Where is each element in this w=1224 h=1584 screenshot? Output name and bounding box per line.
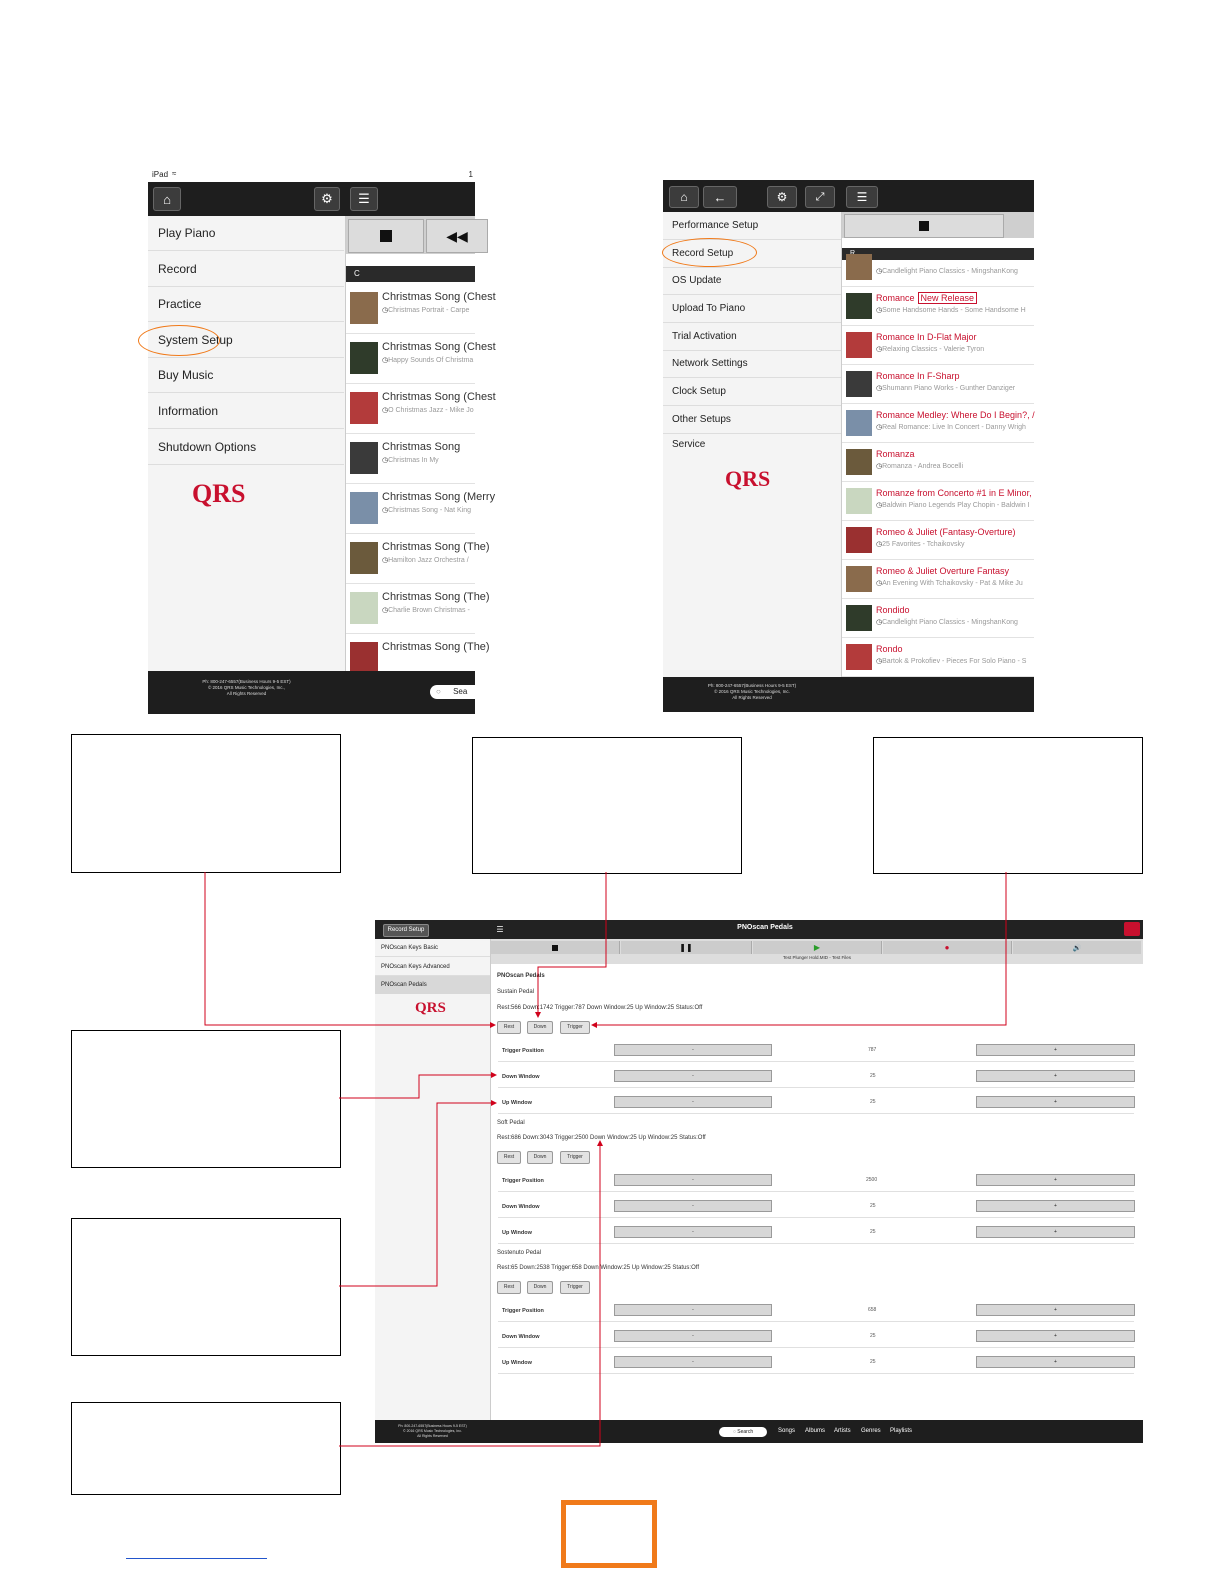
rest-button[interactable]: Rest — [497, 1151, 521, 1164]
menu-item-upload-to-piano[interactable]: Upload To Piano — [663, 295, 841, 323]
row-value: 658 — [868, 1307, 877, 1313]
status-time: 1 — [468, 170, 473, 179]
down-button[interactable]: Down — [527, 1021, 553, 1034]
connector-rest — [205, 872, 495, 1025]
song-title: Christmas Song — [382, 441, 461, 453]
back-button[interactable]: Record Setup — [383, 924, 429, 937]
row-label: Down Window — [502, 1074, 540, 1080]
decrement-button[interactable]: - — [614, 1304, 772, 1316]
decrement-button[interactable]: - — [614, 1096, 772, 1108]
hamburger-icon: ☰ — [856, 190, 868, 204]
row-label: Up Window — [502, 1100, 532, 1106]
wifi-icon: ≈ — [172, 169, 177, 178]
song-subtitle: ◷ Romanza - Andrea Bocelli — [876, 462, 963, 470]
pedal-status: Rest:686 Down:3043 Trigger:2500 Down Window:25 Up Window:25 Status:Off — [497, 1135, 706, 1141]
row-value: 25 — [870, 1073, 876, 1079]
row-value: 25 — [870, 1229, 876, 1235]
footer-phone: Ph: 800-247-6557(Business Hours 9-5 EST) — [202, 679, 291, 684]
increment-button[interactable]: + — [976, 1096, 1135, 1108]
pause-icon: ❚❚ — [679, 943, 693, 952]
menu-item-network-settings[interactable]: Network Settings — [663, 350, 841, 378]
song-title: Romance Medley: Where Do I Begin?, / — [876, 410, 1035, 420]
row-label: Trigger Position — [502, 1048, 544, 1054]
row-value: 25 — [870, 1099, 876, 1105]
menu-item-other-setups[interactable]: Other Setups — [663, 406, 841, 434]
tab-artists[interactable]: Artists — [834, 1428, 851, 1434]
connector-up-window — [339, 1103, 496, 1286]
song-title: Christmas Song (Chest — [382, 291, 496, 303]
row-label: Trigger Position — [502, 1308, 544, 1314]
row-label: Down Window — [502, 1204, 540, 1210]
row-value: 787 — [868, 1047, 877, 1053]
increment-button[interactable]: + — [976, 1070, 1135, 1082]
footer-rights: All Rights Reserved — [226, 691, 267, 696]
song-subtitle: ◷ An Evening With Tchaikovsky - Pat & Mike Ju — [876, 579, 1023, 587]
pedal-name: Sostenuto Pedal — [497, 1250, 542, 1256]
home-icon: ⌂ — [163, 191, 171, 207]
decrement-button[interactable]: - — [614, 1200, 772, 1212]
footer-copyright: © 2016 QRS Music Technologies, Inc., — [207, 685, 286, 690]
menu-item-os-update[interactable]: OS Update — [663, 267, 841, 295]
connector-trigger — [592, 872, 1006, 1025]
menu-item-pnoscan-keys-advanced[interactable]: PNOscan Keys Advanced — [375, 958, 490, 976]
tab-playlists[interactable]: Playlists — [890, 1428, 913, 1434]
hamburger-icon: ☰ — [358, 191, 370, 206]
song-title: Romanze from Concerto #1 in E Minor, — [876, 488, 1032, 498]
song-title: Christmas Song (The) — [382, 641, 490, 653]
row-label: Up Window — [502, 1360, 532, 1366]
row-label: Trigger Position — [502, 1178, 544, 1184]
decrement-button[interactable]: - — [614, 1330, 772, 1342]
menu-item-buy-music[interactable]: Buy Music — [148, 358, 344, 393]
song-title: Romeo & Juliet Overture Fantasy — [876, 566, 1010, 576]
tab-songs[interactable]: Songs — [778, 1428, 796, 1434]
increment-button[interactable]: + — [976, 1330, 1135, 1342]
trigger-button[interactable]: Trigger — [560, 1021, 590, 1034]
pedal-status: Rest:566 Down:1742 Trigger:787 Down Window:25 Up Window:25 Status:Off — [497, 1005, 703, 1011]
song-title: Romeo & Juliet (Fantasy-Overture) — [876, 527, 1016, 537]
song-title: Romance In F-Sharp — [876, 371, 960, 381]
footer-phone: Ph: 800-247-6557(Business Hours 9-5 EST) — [398, 1424, 467, 1428]
footer-copyright: © 2016 QRS Music Technologies, Inc. — [403, 1429, 462, 1433]
new-release-badge: New Release — [918, 292, 978, 304]
menu-item-practice[interactable]: Practice — [148, 287, 344, 322]
menu-item-performance-setup[interactable]: Performance Setup — [663, 212, 841, 240]
back-arrow-icon: ← — [713, 189, 727, 205]
rest-button[interactable]: Rest — [497, 1021, 521, 1034]
song-title: Romance In D-Flat Major — [876, 332, 977, 342]
search-label: Search — [737, 1429, 754, 1435]
play-icon: ▶ — [813, 943, 821, 952]
row-value: 25 — [870, 1333, 876, 1339]
footer-phone: Ph: 800-247-6557(Business Hours 9-5 EST) — [707, 683, 797, 688]
song-subtitle: ◷ Real Romance: Live In Concert - Danny Wrigh — [876, 423, 1026, 431]
footer-rights: All Rights Reserved — [417, 1434, 448, 1438]
search-icon: ○ — [732, 1429, 738, 1435]
tab-albums[interactable]: Albums — [805, 1428, 826, 1434]
qrs-logo: QRS — [415, 1000, 446, 1016]
row-label: Down Window — [502, 1334, 540, 1340]
increment-button[interactable]: + — [976, 1356, 1135, 1368]
song-subtitle: ◷ Christmas Portrait - Carpe — [382, 306, 469, 314]
row-value: 25 — [870, 1359, 876, 1365]
song-title: Christmas Song (The) — [382, 591, 490, 603]
song-subtitle: ◷ Baldwin Piano Legends Play Chopin - Baldwin I — [876, 501, 1030, 509]
trigger-button[interactable]: Trigger — [560, 1151, 590, 1164]
song-subtitle: ◷ Some Handsome Hands - Some Handsome H — [876, 306, 1026, 314]
decrement-button[interactable]: - — [614, 1174, 772, 1186]
row-value: 2500 — [866, 1177, 878, 1183]
gear-icon: ⚙ — [321, 191, 333, 206]
qrs-logo: QRS — [725, 466, 771, 491]
song-subtitle: ◷ Hamilton Jazz Orchestra / — [382, 556, 469, 564]
rewind-icon: ◀◀ — [446, 227, 468, 244]
song-subtitle: ◷ Charlie Brown Christmas - — [382, 606, 470, 614]
decrement-button[interactable]: - — [614, 1356, 772, 1368]
row-label: Up Window — [502, 1230, 532, 1236]
increment-button[interactable]: + — [976, 1226, 1135, 1238]
decrement-button[interactable]: - — [614, 1226, 772, 1238]
qrs-logo: QRS — [192, 479, 246, 508]
song-title: Rondo — [876, 644, 903, 654]
menu-item-trial-activation[interactable]: Trial Activation — [663, 323, 841, 351]
menu-item-shutdown-options[interactable]: Shutdown Options — [148, 430, 344, 465]
down-button[interactable]: Down — [527, 1151, 553, 1164]
song-title: Christmas Song (Merry — [382, 491, 496, 503]
menu-item-information[interactable]: Information — [148, 394, 344, 429]
pedal-name: Sustain Pedal — [497, 989, 535, 995]
song-subtitle: ◷ Shumann Piano Works - Gunther Danziger — [876, 384, 1015, 392]
menu-item-system-setup[interactable]: System Setup — [148, 323, 344, 358]
row-value: 25 — [870, 1203, 876, 1209]
gear-icon: ⚙ — [776, 190, 788, 204]
pedal-status: Rest:65 Down:2538 Trigger:658 Down Window:25 Up Window:25 Status:Off — [497, 1265, 699, 1271]
footer-copyright: © 2016 QRS Music Technologies, Inc. — [714, 689, 790, 694]
now-playing: Test Plunger Hold.MID - Test Files — [783, 955, 851, 960]
status-device: iPad — [152, 170, 169, 179]
decrement-button[interactable]: - — [614, 1044, 772, 1056]
song-subtitle: ◷ Bartok & Prokofiev - Pieces For Solo Piano - S — [876, 657, 1026, 665]
expand-icon: ⤢ — [815, 190, 825, 203]
song-subtitle: ◷ Candlelight Piano Classics - MingshanKong — [876, 267, 1018, 275]
pedal-name: Soft Pedal — [497, 1120, 525, 1126]
song-subtitle: ◷ Christmas In My — [382, 456, 439, 464]
page-title: PNOscan Pedals — [737, 924, 793, 931]
trigger-button[interactable]: Trigger — [560, 1281, 590, 1294]
song-title: Romanza — [876, 449, 915, 459]
song-title: Rondido — [876, 605, 910, 615]
menu-item-record-setup[interactable]: Record Setup — [663, 240, 841, 268]
song-title: Christmas Song (Chest — [382, 341, 496, 353]
menu-item-service[interactable]: Service — [672, 439, 706, 450]
increment-button[interactable]: + — [976, 1304, 1135, 1316]
song-title: Christmas Song (Chest — [382, 391, 496, 403]
increment-button[interactable]: + — [976, 1044, 1135, 1056]
search-icon: ○ — [436, 687, 441, 696]
menu-item-record[interactable]: Record — [148, 252, 344, 287]
menu-item-pnoscan-keys-basic[interactable]: PNOscan Keys Basic — [375, 939, 490, 957]
song-title: Romance New Release — [876, 293, 977, 303]
hamburger-icon: ☰ — [496, 924, 504, 934]
song-subtitle: ◷ Christmas Song - Nat King — [382, 506, 471, 514]
connector-down — [538, 872, 606, 1017]
menu-item-pnoscan-pedals[interactable]: PNOscan Pedals — [375, 976, 490, 994]
section-header: C — [346, 266, 475, 282]
connector-status — [339, 1141, 600, 1446]
increment-button[interactable]: + — [976, 1174, 1135, 1186]
song-subtitle: ◷ Candlelight Piano Classics - MingshanKong — [876, 618, 1018, 626]
decrement-button[interactable]: - — [614, 1070, 772, 1082]
search-label: Sea — [453, 687, 468, 696]
record-icon: ● — [944, 943, 950, 952]
home-icon: ⌂ — [680, 190, 688, 204]
song-subtitle: ◷ 25 Favorites - Tchaikovsky — [876, 540, 964, 548]
connector-down-window — [339, 1075, 496, 1098]
pedals-heading: PNOscan Pedals — [497, 973, 545, 979]
menu-item-clock-setup[interactable]: Clock Setup — [663, 378, 841, 406]
tab-genres[interactable]: Genres — [861, 1428, 881, 1434]
volume-icon: 🔊 — [1072, 944, 1082, 952]
rest-button[interactable]: Rest — [497, 1281, 521, 1294]
song-title: Christmas Song (The) — [382, 541, 490, 553]
footer-rights: All Rights Reserved — [732, 695, 772, 700]
song-subtitle: ◷ Happy Sounds Of Christma — [382, 356, 473, 364]
song-subtitle: ◷ Relaxing Classics - Valerie Tyron — [876, 345, 984, 353]
menu-item-play-piano[interactable]: Play Piano — [148, 216, 344, 251]
increment-button[interactable]: + — [976, 1200, 1135, 1212]
down-button[interactable]: Down — [527, 1281, 553, 1294]
song-subtitle: ◷ O Christmas Jazz - Mike Jo — [382, 406, 474, 414]
